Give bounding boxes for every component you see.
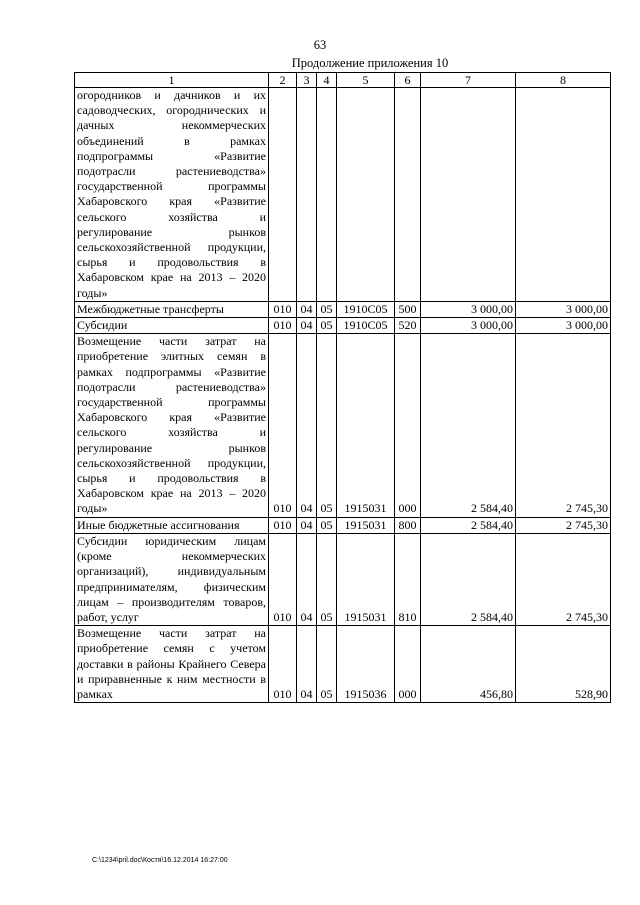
cell-amount-2: 2 745,30: [516, 517, 611, 533]
header-cell: 4: [317, 73, 337, 88]
cell-target: 1915031: [337, 517, 395, 533]
cell-code: 010: [269, 334, 297, 517]
header-cell: 5: [337, 73, 395, 88]
table-row: [75, 533, 611, 625]
cell-amount-1: 456,80: [421, 626, 516, 703]
page-number: 63: [313, 38, 327, 52]
footer-file-path: C:\1234\pril.doc\Костя\16.12.2014 16:27:00: [92, 857, 228, 864]
cell-code: 010: [269, 626, 297, 703]
cell-subsection: 05: [317, 334, 337, 517]
cell-section: 04: [297, 533, 317, 625]
cell-type: 810: [395, 533, 421, 625]
cell-code: 010: [269, 533, 297, 625]
header-cell: 8: [516, 73, 611, 88]
table-row: [75, 301, 611, 317]
cell-code: [269, 88, 297, 302]
row-name: Межбюджетные трансферты: [75, 301, 269, 317]
cell-amount-2: 2 745,30: [516, 334, 611, 517]
table-row: [75, 626, 611, 703]
cell-amount-1: 2 584,40: [421, 517, 516, 533]
cell-subsection: 05: [317, 318, 337, 334]
cell-amount-2: 528,90: [516, 626, 611, 703]
cell-section: 04: [297, 517, 317, 533]
table-row: [75, 334, 611, 517]
cell-amount-1: 3 000,00: [421, 318, 516, 334]
table-header-row: [75, 73, 611, 88]
cell-subsection: 05: [317, 517, 337, 533]
cell-target: 1915031: [337, 533, 395, 625]
cell-amount-2: 3 000,00: [516, 301, 611, 317]
budget-table: [74, 72, 611, 703]
row-name: Иные бюджетные ассигнования: [75, 517, 269, 533]
row-name: Возмещение части затрат на приобретение семян с учетом доставки в районы Крайнего Севера и приравненные к ним местности в рамках: [75, 626, 269, 703]
table-row: [75, 517, 611, 533]
row-name: Субсидии: [75, 318, 269, 334]
cell-code: 010: [269, 301, 297, 317]
cell-code: 010: [269, 318, 297, 334]
table-row: [75, 88, 611, 302]
cell-subsection: [317, 88, 337, 302]
header-cell: 1: [75, 73, 269, 88]
header-cell: 7: [421, 73, 516, 88]
cell-target: [337, 88, 395, 302]
header-cell: 6: [395, 73, 421, 88]
cell-section: 04: [297, 626, 317, 703]
row-name: огородников и дачников и их садоводческих, огороднических и дачных некоммерческих объединений в рамках подпрограммы «Развитие подотрасли растениеводства» государственной программы Хабаровского края «Развитие сельского хозяйства и регулирование рынков сельскохозяйственной продукции, сырья и продовольствия в Хабаровском крае на 2013 – 2020 годы»: [75, 88, 269, 302]
cell-type: 800: [395, 517, 421, 533]
cell-target: 1915031: [337, 334, 395, 517]
cell-amount-1: 2 584,40: [421, 533, 516, 625]
row-name: Возмещение части затрат на приобретение элитных семян в рамках подпрограммы «Развитие подотрасли растениеводства» государственной программы Хабаровского края «Развитие сельского хозяйства и регулирование рынков сельскохозяйственной продукции, сырья и продовольствия в Хабаровском крае на 2013 – 2020 годы»: [75, 334, 269, 517]
cell-target: 1915036: [337, 626, 395, 703]
cell-target: 1910С05: [337, 301, 395, 317]
cell-amount-1: 3 000,00: [421, 301, 516, 317]
row-name: Субсидии юридическим лицам (кроме некоммерческих организаций), индивидуальным предпринимателям, физическим лицам – производителям товаров, работ, услуг: [75, 533, 269, 625]
cell-section: 04: [297, 334, 317, 517]
cell-type: 500: [395, 301, 421, 317]
cell-amount-2: [516, 88, 611, 302]
header-cell: 2: [269, 73, 297, 88]
cell-amount-2: 3 000,00: [516, 318, 611, 334]
cell-amount-1: 2 584,40: [421, 334, 516, 517]
cell-type: 520: [395, 318, 421, 334]
cell-type: 000: [395, 334, 421, 517]
table-row: [75, 318, 611, 334]
cell-section: 04: [297, 301, 317, 317]
cell-section: 04: [297, 318, 317, 334]
cell-subsection: 05: [317, 533, 337, 625]
continuation-title: Продолжение приложения 10: [291, 56, 449, 70]
cell-target: 1910С05: [337, 318, 395, 334]
header-cell: 3: [297, 73, 317, 88]
cell-subsection: 05: [317, 301, 337, 317]
cell-type: 000: [395, 626, 421, 703]
cell-amount-2: 2 745,30: [516, 533, 611, 625]
cell-type: [395, 88, 421, 302]
cell-amount-1: [421, 88, 516, 302]
cell-code: 010: [269, 517, 297, 533]
cell-section: [297, 88, 317, 302]
cell-subsection: 05: [317, 626, 337, 703]
